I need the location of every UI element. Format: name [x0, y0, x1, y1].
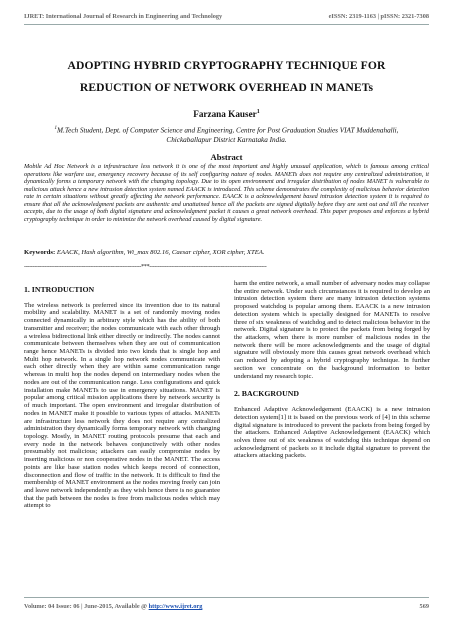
- title-line-1: ADOPTING HYBRID CRYPTOGRAPHY TECHNIQUE FOR: [67, 59, 386, 72]
- author: [0, 109, 453, 119]
- footer-rule: [24, 597, 429, 598]
- affiliation-text: M.Tech Student, Dept. of Computer Science and Engineering, Centre for Post Graduation Studies VIAT Muddenahalli, Chickaballapur District Karnataka India.: [57, 126, 399, 144]
- running-header: [24, 13, 429, 20]
- background-text: Enhanced Adaptive Acknowledgement (EAACK) is a new intrusion detection system[1] it is based on the previous work of [4] in this scheme digital signature is introduced to prevent the packets from being forged by the attackers. Enhanced Adaptive Acknowledgement (EAACK) which solves three out of six weakness of watchdog this technique depend on acknowledgment of packets so it include digital signature to prevent the attackers attacking packets.: [234, 406, 430, 460]
- running-footer: [24, 603, 429, 610]
- background-heading: 2. BACKGROUND: [234, 389, 299, 399]
- keywords-text: EAACK, Hash algorithm, Wi_max 802.16, Caesar cipher, XOR cipher, XTEA.: [56, 249, 265, 256]
- right-column: [234, 280, 430, 460]
- introduction-continued-text: harm the entire network, a small number of adversary nodes may collapse the entire network. Under such circumstances it is required to develop an intrusion detection system there are many intrusion detection systems proposed watchdog is popular among them. EAACK is a new intrusion detection system which is specially designed for MANETs to resolve three of six weakness of watchdog and to detect malicious behavior in the network. Digital signature is to protect the packets from being forged by the attackers, when there is more number of malicious nodes in the network there will be more acknowledgments and the usage of digital signature will obviously more this causes great network overhead which can reduced by adopting a hybrid cryptography technique. In further section we concentrate on the background information to better understand my research topic.: [234, 280, 430, 380]
- abstract-heading: Abstract: [210, 152, 243, 162]
- left-column: [24, 286, 220, 510]
- paper-title: [30, 55, 423, 99]
- abstract-text: Mobile Ad Hoc Network is a infrastructure less network it is one of the most important and highly unusual application, which is famous among critical operations like warfare use, emergency recovery because of its self configuring nature of nodes. MANETs does not require any centralized administration, it dynamically forms a temporary network with the changing topology. Due to its open environment and irregular distribution of nodes MANET is vulnerable to malicious attack hence a new intrusion detection system named EAACK is introduced. This scheme demonstrates the complexity of malicious behavior detection rate in certain situations without greatly affecting the network performance. EAACK is a acknowledgement based intrusion detection system it is required to ensure that all the acknowledgment packets are authentic and unattained hence all the packets are signed digitally before they are sent out and till the receiver accepts, due to the usage of both digital signature and acknowledgment packet it causes a great network overhead. This paper proposes and enforces a hybrid cryptography technique in order to minimize the network overhead caused by digital signature.: [24, 163, 429, 223]
- keywords-label: Keywords:: [24, 249, 56, 256]
- affiliation: [40, 124, 413, 145]
- introduction-text: The wireless network is preferred since its invention due to its natural mobility and scalability. MANET is a set of randomly moving nodes connected dynamically in arbitrary style which has the ability of both transmitter and receiver; the nodes communicate with each other through a wireless bidirectional link either directly or indirectly. The nodes cannot communicate between themselves when they are out of communication range hence MANETs is divided into two kinds that is single hop and Multi hop network. In a single hop network nodes communicate with each other directly when they are within same communication range whereas in multi hop the nodes depend on intermediary nodes when the nodes are out of the communication range. Less configurations and quick installation make MANETs to use in emergency situations. MANET is popular among critical mission applications there by network security is of much important. The open environment and irregular distribution of nodes in MANET make it possible to various types of attacks. MANETs are infrastructure less network they does not require any centralized administration they dynamically forms temporary network with changing topology. Mostly, in MANET routing protocols presume that each and every node in the network behaves conjunctively with other nodes presumably not malicious; attackers can easily compromise nodes by inserting malicious or non cooperative nodes in the MANET. The access points are like base station nodes which keeps record of connection, disconnection and flow of traffic in the network. It is difficult to find the membership of MANET environment as the nodes moving freely can join and leave network independently as they wish hence there is no guarantee that the path between the nodes is free from malicious nodes which may attempt to: [24, 301, 220, 510]
- journal-link[interactable]: http://www.ijret.org: [148, 603, 203, 610]
- header-rule: [24, 24, 429, 25]
- title-line-2: REDUCTION OF NETWORK OVERHEAD IN MANETs: [79, 81, 374, 94]
- page-number: 569: [419, 603, 429, 610]
- journal-name: IJRET: International Journal of Research in Engineering and Technology: [24, 13, 223, 20]
- introduction-heading: 1. INTRODUCTION: [24, 285, 95, 294]
- author-superscript: 1: [256, 109, 260, 115]
- footer-volume: [24, 603, 202, 610]
- author-name: Farzana Kauser: [193, 109, 257, 120]
- footer-volume-text: Volume: 04 Issue: 06 | June-2015, Available @: [24, 603, 148, 610]
- affiliation-superscript: 1: [54, 126, 58, 131]
- issn: eISSN: 2319-1163 | pISSN: 2321-7308: [328, 13, 429, 20]
- keywords: [24, 249, 429, 256]
- section-separator: ---------------------------------------------------------------------***---------------------------------------------------------------------: [24, 264, 267, 270]
